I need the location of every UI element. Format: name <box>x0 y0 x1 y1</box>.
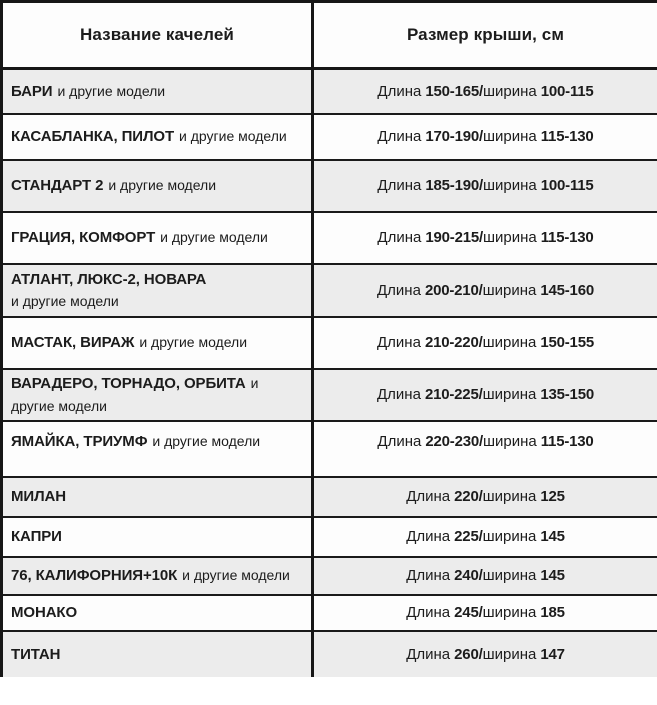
width-value: 100-115 <box>540 177 594 194</box>
length-label: Длина <box>406 645 451 663</box>
swing-name-cell <box>2 595 313 631</box>
swing-name-cell <box>2 212 313 264</box>
roof-size-cell <box>313 114 657 160</box>
length-value: 225/ <box>454 528 483 546</box>
swing-name-cell <box>2 517 313 557</box>
swing-name-cell <box>2 114 313 160</box>
length-value: 210-225/ <box>424 386 483 404</box>
swing-models: МИЛАН <box>11 488 66 506</box>
other-models-suffix: и другие модели <box>152 433 261 450</box>
roof-size-cell <box>313 557 657 595</box>
table-row <box>2 212 657 264</box>
width-label: ширина <box>482 645 537 663</box>
swing-models: ГРАЦИЯ, КОМФОРТ <box>11 228 156 246</box>
table-row <box>2 69 657 114</box>
length-label: Длина <box>377 128 422 145</box>
width-label: ширина <box>482 334 537 351</box>
length-value: 260/ <box>454 645 483 663</box>
width-value: 100-115 <box>540 82 594 100</box>
width-value: 125 <box>540 488 565 506</box>
swing-name-cell <box>2 69 313 114</box>
table-header <box>2 2 657 69</box>
length-label: Длина <box>377 334 421 351</box>
width-value: 185 <box>540 604 565 622</box>
width-value: 145-160 <box>540 281 594 299</box>
swing-models: МАСТАК, ВИРАЖ <box>11 333 135 351</box>
swing-models: СТАНДАРТ 2 <box>11 176 104 194</box>
swing-models: МОНАКО <box>11 604 78 622</box>
roof-size-cell <box>313 317 657 369</box>
header-row <box>2 2 657 69</box>
width-label: ширина <box>482 604 537 622</box>
width-label: ширина <box>482 128 537 145</box>
table-row <box>2 557 657 595</box>
column-header-roof-size: Размер крыши, см <box>406 25 565 44</box>
width-value: 135-150 <box>540 386 594 404</box>
length-label: Длина <box>377 82 422 100</box>
length-value: 210-220/ <box>424 334 483 351</box>
table-row <box>2 421 657 477</box>
width-value: 150-155 <box>540 334 594 351</box>
swing-name-cell <box>2 160 313 212</box>
other-models-suffix: и другие модели <box>108 176 217 193</box>
swing-models: ЯМАЙКА, ТРИУМФ <box>11 433 148 451</box>
table-row <box>2 631 657 677</box>
width-label: ширина <box>482 386 537 404</box>
table-body <box>2 69 657 677</box>
table-row <box>2 517 657 557</box>
length-value: 220/ <box>454 488 483 506</box>
length-label: Длина <box>377 229 422 246</box>
length-label: Длина <box>406 567 451 585</box>
width-value: 115-130 <box>540 433 594 451</box>
roof-size-cell <box>313 421 657 477</box>
other-models-suffix: и другие модели <box>11 293 119 310</box>
width-label: ширина <box>482 281 537 299</box>
other-models-suffix: и другие модели <box>11 374 259 414</box>
table-row <box>2 477 657 517</box>
width-label: ширина <box>482 567 537 585</box>
width-value: 115-130 <box>540 229 594 246</box>
table-row <box>2 160 657 212</box>
width-label: ширина <box>482 177 537 194</box>
length-value: 190-215/ <box>425 229 483 246</box>
width-label: ширина <box>482 229 537 246</box>
length-value: 245/ <box>454 604 483 622</box>
length-value: 200-210/ <box>424 281 483 299</box>
swing-name-cell <box>2 557 313 595</box>
length-value: 185-190/ <box>425 177 483 194</box>
swing-name-cell <box>2 631 313 677</box>
swing-models: ТИТАН <box>11 645 61 663</box>
swing-models: КАСАБЛАНКА, ПИЛОТ <box>11 127 175 145</box>
other-models-suffix: и другие модели <box>139 333 248 350</box>
width-label: ширина <box>482 488 537 506</box>
swing-models: АТЛАНТ, ЛЮКС-2, НОВАРА <box>11 271 207 289</box>
roof-size-cell <box>313 69 657 114</box>
length-value: 170-190/ <box>425 128 483 145</box>
width-label: ширина <box>482 82 537 100</box>
width-value: 145 <box>540 567 565 585</box>
table-row <box>2 114 657 160</box>
table-row <box>2 264 657 317</box>
length-label: Длина <box>406 604 451 622</box>
roof-size-cell <box>313 212 657 264</box>
swing-name-cell <box>2 421 313 477</box>
length-label: Длина <box>406 528 451 546</box>
roof-size-cell <box>313 631 657 677</box>
length-label: Длина <box>406 488 451 506</box>
other-models-suffix: и другие модели <box>182 567 290 584</box>
column-header-swing-name: Название качелей <box>2 2 313 69</box>
width-value: 147 <box>540 645 565 663</box>
roof-size-cell <box>313 160 657 212</box>
swing-models: БАРИ <box>11 82 53 100</box>
length-label: Длина <box>377 386 421 404</box>
roof-size-cell <box>313 595 657 631</box>
length-value: 150-165/ <box>425 82 483 100</box>
roof-size-cell <box>313 369 657 421</box>
swing-name-cell <box>2 477 313 517</box>
length-label: Длина <box>377 433 422 451</box>
length-value: 240/ <box>454 567 483 585</box>
length-label: Длина <box>377 177 422 194</box>
other-models-suffix: и другие модели <box>160 228 268 245</box>
swing-models: ВАРАДЕРО, ТОРНАДО, ОРБИТА <box>11 374 246 392</box>
length-value: 220-230/ <box>425 433 483 451</box>
swing-name-cell <box>2 369 313 421</box>
swing-name-cell <box>2 317 313 369</box>
width-label: ширина <box>482 433 537 451</box>
length-label: Длина <box>377 281 421 299</box>
swing-models: КАПРИ <box>11 528 62 546</box>
table-row <box>2 369 657 421</box>
swing-name-cell <box>2 264 313 317</box>
roof-size-cell <box>313 477 657 517</box>
width-value: 115-130 <box>540 128 594 145</box>
roof-size-cell <box>313 264 657 317</box>
swing-models: 76, КАЛИФОРНИЯ+10К <box>11 567 178 585</box>
table-row <box>2 595 657 631</box>
width-value: 145 <box>540 528 565 546</box>
roof-size-cell <box>313 517 657 557</box>
other-models-suffix: и другие модели <box>179 127 287 144</box>
width-label: ширина <box>482 528 537 546</box>
table-row <box>2 317 657 369</box>
other-models-suffix: и другие модели <box>57 82 166 99</box>
